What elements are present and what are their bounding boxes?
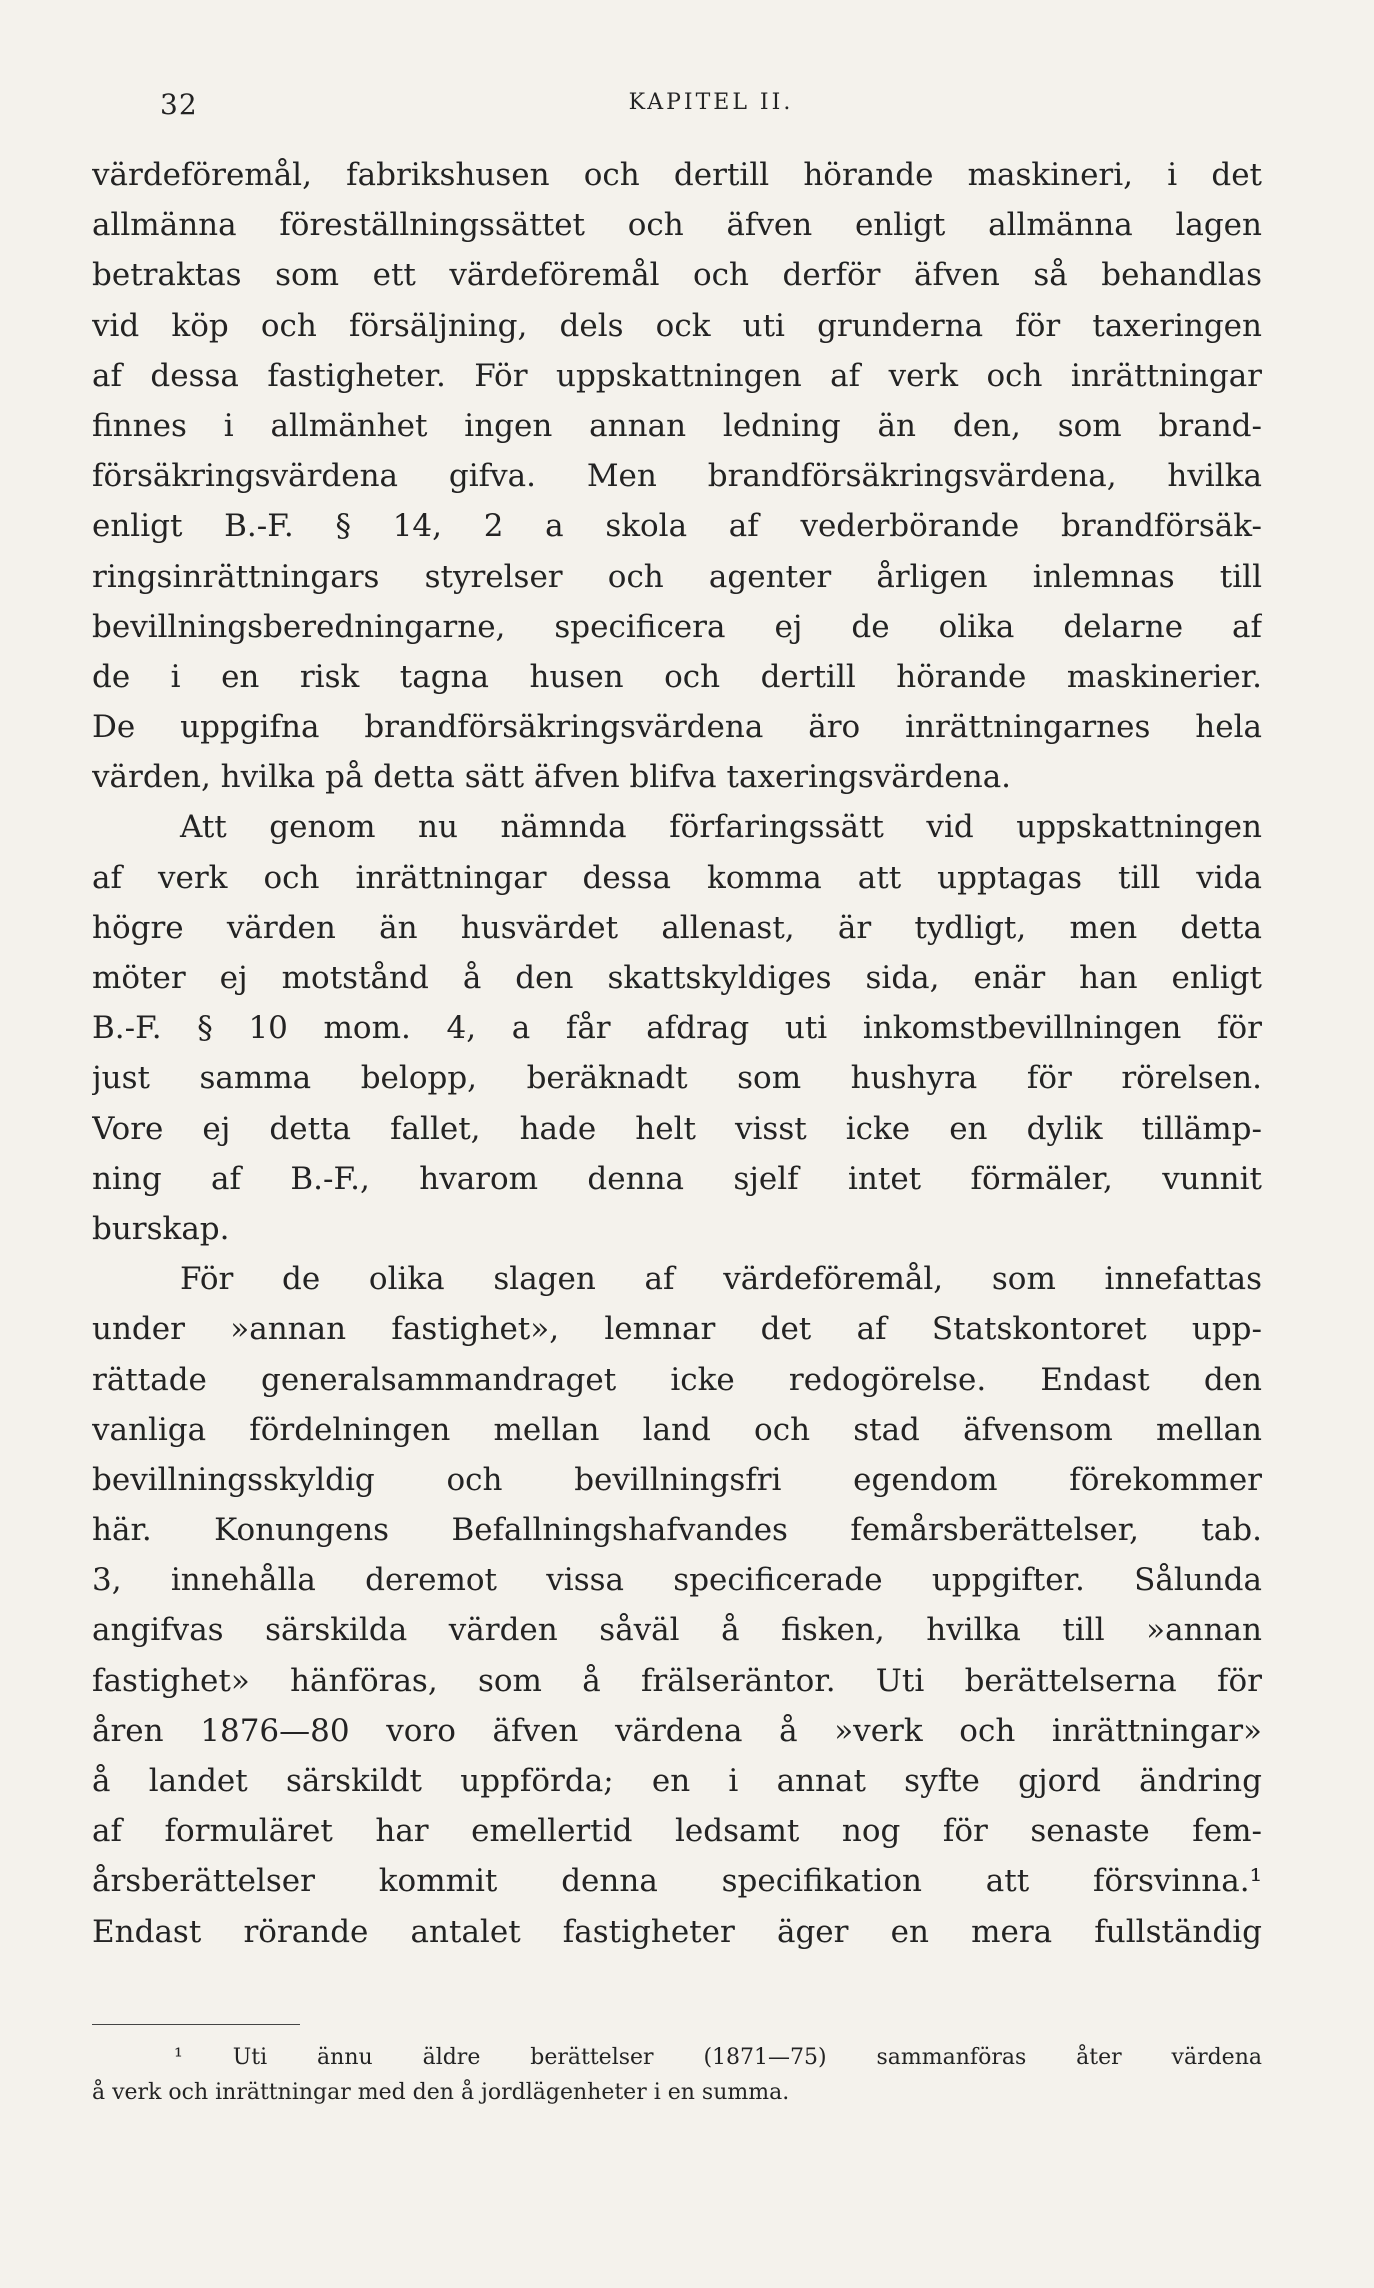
text-line: här. Konungens Befallningshafvandes femårsberättelser, tab.: [92, 1512, 1262, 1549]
text-line: de i en risk tagna husen och dertill hörande maskinerier.: [92, 658, 1262, 695]
footnote-line: ¹ Uti ännu äldre berättelser (1871—75) sammanföras åter värdena: [174, 2045, 1262, 2070]
text-line: värden, hvilka på detta sätt äfven blifva taxeringsvärdena.: [92, 759, 1012, 796]
text-line: just samma belopp, beräknadt som hushyra för rörelsen.: [92, 1060, 1262, 1097]
text-line: af verk och inrättningar dessa komma att upptagas till vida: [92, 859, 1262, 896]
text-line: angifvas särskilda värden såväl å fisken, hvilka till »annan: [92, 1612, 1262, 1649]
text-line: försäkringsvärdena gifva. Men brandförsäkringsvärdena, hvilka: [92, 458, 1262, 495]
page-number: 32: [160, 88, 198, 121]
running-head: KAPITEL II.: [628, 90, 794, 115]
text-line: enligt B.-F. § 14, 2 a skola af vederbörande brandförsäk-: [92, 508, 1262, 545]
text-line: ringsinrättningars styrelser och agenter årligen inlemnas till: [92, 558, 1262, 595]
text-line: möter ej motstånd å den skattskyldiges sida, enär han enligt: [92, 960, 1262, 996]
text-line: vanliga fördelningen mellan land och stad äfvensom mellan: [92, 1411, 1262, 1448]
text-line: betraktas som ett värdeföremål och derför äfven så behandlas: [92, 257, 1262, 294]
text-line: 3, innehålla deremot vissa specificerade uppgifter. Sålunda: [92, 1562, 1262, 1599]
text-line: årsberättelser kommit denna specifikation att försvinna.¹: [92, 1863, 1262, 1900]
text-line: värdeföremål, fabrikshusen och dertill hörande maskineri, i det: [92, 157, 1262, 193]
text-line: åren 1876—80 voro äfven värdena å »verk och inrättningar»: [92, 1712, 1262, 1749]
body-text: [92, 150, 1262, 1957]
page-header: [160, 88, 1262, 128]
text-line: B.-F. § 10 mom. 4, a får afdrag uti inkomstbevillningen för: [92, 1010, 1262, 1047]
footnote: [92, 2040, 1262, 2110]
text-line: Endast rörande antalet fastigheter äger en mera fullständig: [92, 1913, 1262, 1950]
text-line: af dessa fastigheter. För uppskattningen af verk och inrättningar: [92, 357, 1262, 394]
text-line: ning af B.-F., hvarom denna sjelf intet förmäler, vunnit: [92, 1160, 1262, 1197]
text-line: vid köp och försäljning, dels ock uti grunderna för taxeringen: [92, 307, 1262, 344]
text-line: under »annan fastighet», lemnar det af Statskontoret upp-: [92, 1311, 1262, 1348]
text-line: af formuläret har emellertid ledsamt nog för senaste fem-: [92, 1813, 1262, 1850]
text-line: högre värden än husvärdet allenast, är tydligt, men detta: [92, 909, 1262, 946]
text-line: De uppgifna brandförsäkringsvärdena äro inrättningarnes hela: [92, 709, 1262, 746]
footnote-line: å verk och inrättningar med den å jordlägenheter i en summa.: [92, 2080, 790, 2105]
text-line: å landet särskildt uppförda; en i annat syfte gjord ändring: [92, 1763, 1262, 1799]
text-line: fastighet» hänföras, som å frälseräntor. Uti berättelserna för: [92, 1662, 1262, 1699]
text-line: rättade generalsammandraget icke redogörelse. Endast den: [92, 1361, 1262, 1398]
text-line: finnes i allmänhet ingen annan ledning än den, som brand-: [92, 407, 1262, 444]
text-line: Att genom nu nämnda förfaringssätt vid uppskattningen: [180, 809, 1262, 846]
text-line: bevillningsskyldig och bevillningsfri egendom förekommer: [92, 1461, 1262, 1498]
text-line: burskap.: [92, 1210, 230, 1247]
text-line: allmänna föreställningssättet och äfven enligt allmänna lagen: [92, 207, 1262, 244]
text-line: bevillningsberedningarne, specificera ej de olika delarne af: [92, 608, 1262, 645]
text-line: Vore ej detta fallet, hade helt visst icke en dylik tillämp-: [92, 1110, 1262, 1147]
footnote-divider: [92, 2024, 300, 2025]
text-line: För de olika slagen af värdeföremål, som innefattas: [180, 1261, 1262, 1298]
